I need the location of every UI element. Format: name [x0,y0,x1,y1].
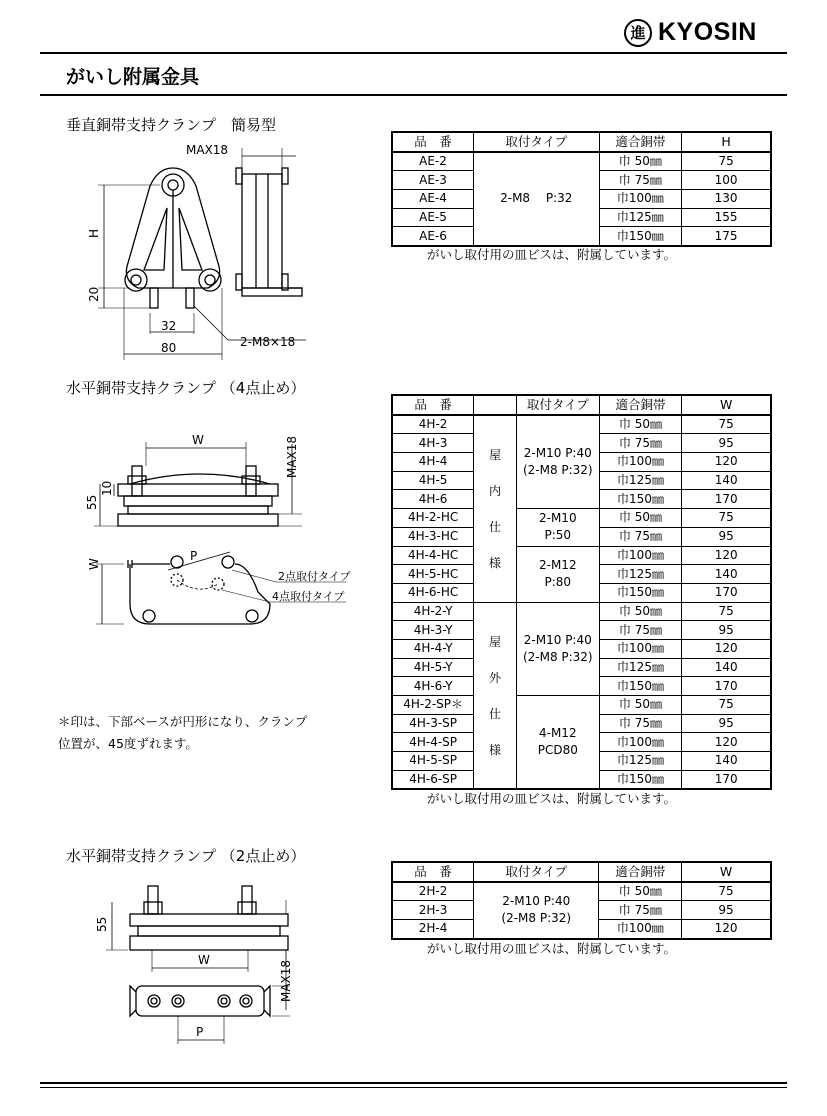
cell-value: 140 [682,565,771,584]
indoor-char: 屋 [489,447,502,462]
mount-line: 4-M12 [538,726,577,741]
note-4point: がいし取付用の皿ビスは、附属しています。 [427,791,677,806]
cell-value: 120 [682,546,771,565]
cell-part: 4H-2 [392,415,474,434]
cell-value: 75 [682,882,771,901]
cell-value: 95 [682,621,771,640]
cell-part: AE-2 [392,152,474,171]
cell-part: 4H-3-SP [392,714,474,733]
indoor-char: 内 [489,483,502,498]
cell-band: 巾150㎜ [599,583,682,602]
cell-part: 4H-3 [392,434,474,453]
th-value: H [682,132,771,152]
cell-part: 2H-4 [392,920,474,939]
cell-part: AE-3 [392,171,474,190]
th-value: W [682,395,771,415]
th-mount: 取付タイプ [474,132,599,152]
footnote-line2: 位置が、45度ずれます。 [58,736,198,751]
cell-part: 4H-5-SP [392,752,474,771]
dim-max18: MAX18 [186,143,229,157]
cell-part: 4H-3-HC [392,527,474,546]
cell-part: AE-5 [392,208,474,227]
cell-value: 155 [682,208,771,227]
cell-band: 巾100㎜ [599,546,682,565]
cell-value: 170 [682,490,771,509]
cell-band: 巾125㎜ [599,471,682,490]
dim-p: P [190,549,198,563]
cell-mount-b [516,509,599,546]
spec-table-2point [391,861,772,940]
cell-band: 巾125㎜ [599,658,682,677]
footer-rule-1 [40,1082,787,1084]
mount-line: P:50 [544,528,572,543]
table-row [392,696,771,715]
cell-value: 75 [682,509,771,528]
cell-band: 巾 50㎜ [599,602,682,621]
cell-part: 4H-5-HC [392,565,474,584]
outdoor-char: 様 [489,742,502,757]
mount-line: 2-M10 P:40 [502,894,571,909]
cell-band: 巾150㎜ [599,490,682,509]
spec-table-4point [391,394,772,790]
th-value: W [682,862,771,882]
note-vertical: がいし取付用の皿ビスは、附属しています。 [427,247,677,262]
cell-value: 120 [682,639,771,658]
cell-band: 巾 50㎜ [599,509,682,528]
cell-part: 4H-5 [392,471,474,490]
cell-value: 130 [682,190,771,209]
page-title: がいし附属金具 [66,66,200,88]
cell-part: 4H-6-HC [392,583,474,602]
label-type4: 4点取付タイプ [272,590,345,603]
mount-line: P:80 [544,575,572,590]
mount-line: (2-M8 P:32) [522,649,593,664]
dim-20: 20 [87,286,101,302]
th-band: 適合銅帯 [599,132,682,152]
dim-p: P [196,1025,204,1039]
cell-value: 95 [682,901,771,920]
cell-part: 2H-3 [392,901,474,920]
dim-bolt: 2-M8×18 [240,335,296,349]
cell-value: 140 [682,658,771,677]
cell-band: 巾150㎜ [599,770,682,789]
logo-char: 進 [630,24,646,42]
cell-part: AE-6 [392,227,474,246]
cell-band: 巾 75㎜ [599,714,682,733]
cell-band: 巾 75㎜ [599,434,682,453]
dim-w2: W [87,558,101,570]
section-title-4point: 水平銅帯支持クランプ （4点止め） [66,379,306,397]
cell-band: 巾 75㎜ [599,621,682,640]
brand-name: KYOSIN [658,18,757,46]
cell-mount-d [516,602,599,695]
cell-value: 100 [682,171,771,190]
mount-line: PCD80 [537,743,578,758]
cell-band: 巾150㎜ [599,677,682,696]
outdoor-char: 屋 [489,634,502,649]
section-title-vertical: 垂直銅帯支持クランプ 簡易型 [66,116,277,134]
cell-part: 4H-5-Y [392,658,474,677]
cell-band: 巾 50㎜ [599,696,682,715]
table-row [392,882,771,901]
cell-value: 170 [682,770,771,789]
cell-band: 巾100㎜ [599,453,682,472]
cell-part: 4H-4 [392,453,474,472]
cell-part: 4H-6 [392,490,474,509]
footer-rule-2 [40,1087,787,1088]
cell-band: 巾100㎜ [599,733,682,752]
mount-line: 2-M10 P:40 [523,445,592,460]
cell-part: 4H-2-Y [392,602,474,621]
dim-w: W [198,953,210,967]
cell-value: 75 [682,415,771,434]
table-row [392,509,771,528]
th-part: 品 番 [392,132,474,152]
dim-80: 80 [161,341,177,355]
th-part: 品 番 [392,862,474,882]
footnote-line1: ＊印は、下部ベースが円形になり、クランプ [58,714,308,729]
cell-indoor [474,415,517,602]
cell-value: 170 [682,583,771,602]
th-band: 適合銅帯 [599,395,682,415]
cell-value: 95 [682,434,771,453]
dim-10: 10 [100,480,114,496]
dim-h: H [87,228,101,238]
cell-value: 120 [682,920,771,939]
indoor-char: 仕 [489,519,502,534]
cell-value: 75 [682,152,771,171]
header-rule [40,52,787,54]
footnote [58,711,307,755]
cell-mount-c [516,546,599,602]
diagram-2point-clamp [90,880,310,1050]
logo-mark-icon [624,19,652,47]
th-mount: 取付タイプ [516,395,599,415]
dim-55: 55 [85,494,99,510]
note-2point: がいし取付用の皿ビスは、附属しています。 [427,941,677,956]
table-row [392,152,771,171]
cell-part: 4H-2-HC [392,509,474,528]
diagram-vertical-clamp [70,138,320,370]
dim-w: W [192,433,204,447]
cell-mount-e [516,696,599,790]
indoor-char: 様 [489,555,502,570]
cell-value: 120 [682,733,771,752]
cell-band: 巾125㎜ [599,752,682,771]
cell-value: 170 [682,677,771,696]
cell-value: 95 [682,714,771,733]
cell-mount [474,882,599,939]
dim-max18: MAX18 [279,959,293,1002]
cell-band: 巾125㎜ [599,208,682,227]
mount-line: 2-M12 [538,558,577,573]
cell-band: 巾 50㎜ [599,152,682,171]
cell-part: 4H-6-Y [392,677,474,696]
spec-table-vertical [391,131,772,247]
cell-band: 巾100㎜ [599,639,682,658]
mount-line: (2-M8 P:32) [501,911,572,926]
table-row [392,602,771,621]
section-title-2point: 水平銅帯支持クランプ （2点止め） [66,847,306,865]
cell-part: 4H-4-SP [392,733,474,752]
cell-part: 4H-6-SP [392,770,474,789]
table-row [392,546,771,565]
outdoor-char: 外 [489,670,502,685]
cell-mount: 2-M8 P:32 [474,152,599,246]
th-mount: 取付タイプ [474,862,599,882]
cell-value: 75 [682,696,771,715]
cell-part: 4H-3-Y [392,621,474,640]
cell-part: 2H-2 [392,882,474,901]
dim-55: 55 [95,916,109,932]
th-spec [474,395,517,415]
cell-part: 4H-4-HC [392,546,474,565]
cell-band: 巾 75㎜ [599,527,682,546]
cell-value: 175 [682,227,771,246]
cell-band: 巾 75㎜ [599,901,682,920]
cell-value: 140 [682,471,771,490]
cell-part: AE-4 [392,190,474,209]
th-part: 品 番 [392,395,474,415]
cell-value: 95 [682,527,771,546]
outdoor-char: 仕 [489,706,502,721]
label-type2: 2点取付タイプ [278,570,351,583]
th-band: 適合銅帯 [599,862,682,882]
cell-band: 巾150㎜ [599,227,682,246]
cell-mount-a [516,415,599,509]
cell-value: 120 [682,453,771,472]
cell-value: 75 [682,602,771,621]
cell-band: 巾100㎜ [599,920,682,939]
title-rule [40,94,787,96]
cell-outdoor [474,602,517,789]
mount-line: 2-M10 P:40 [523,632,592,647]
mount-line: (2-M8 P:32) [522,462,593,477]
cell-band: 巾 50㎜ [599,415,682,434]
dim-max18: MAX18 [285,435,299,478]
brand-logo [624,18,757,47]
cell-band: 巾 50㎜ [599,882,682,901]
cell-band: 巾125㎜ [599,565,682,584]
cell-part: 4H-2-SP＊ [392,696,474,715]
cell-value: 140 [682,752,771,771]
dim-32: 32 [161,319,177,333]
cell-part: 4H-4-Y [392,639,474,658]
table-row [392,415,771,434]
mount-line: 2-M10 [538,511,577,526]
diagram-4point-clamp [80,424,370,640]
cell-band: 巾100㎜ [599,190,682,209]
cell-band: 巾 75㎜ [599,171,682,190]
